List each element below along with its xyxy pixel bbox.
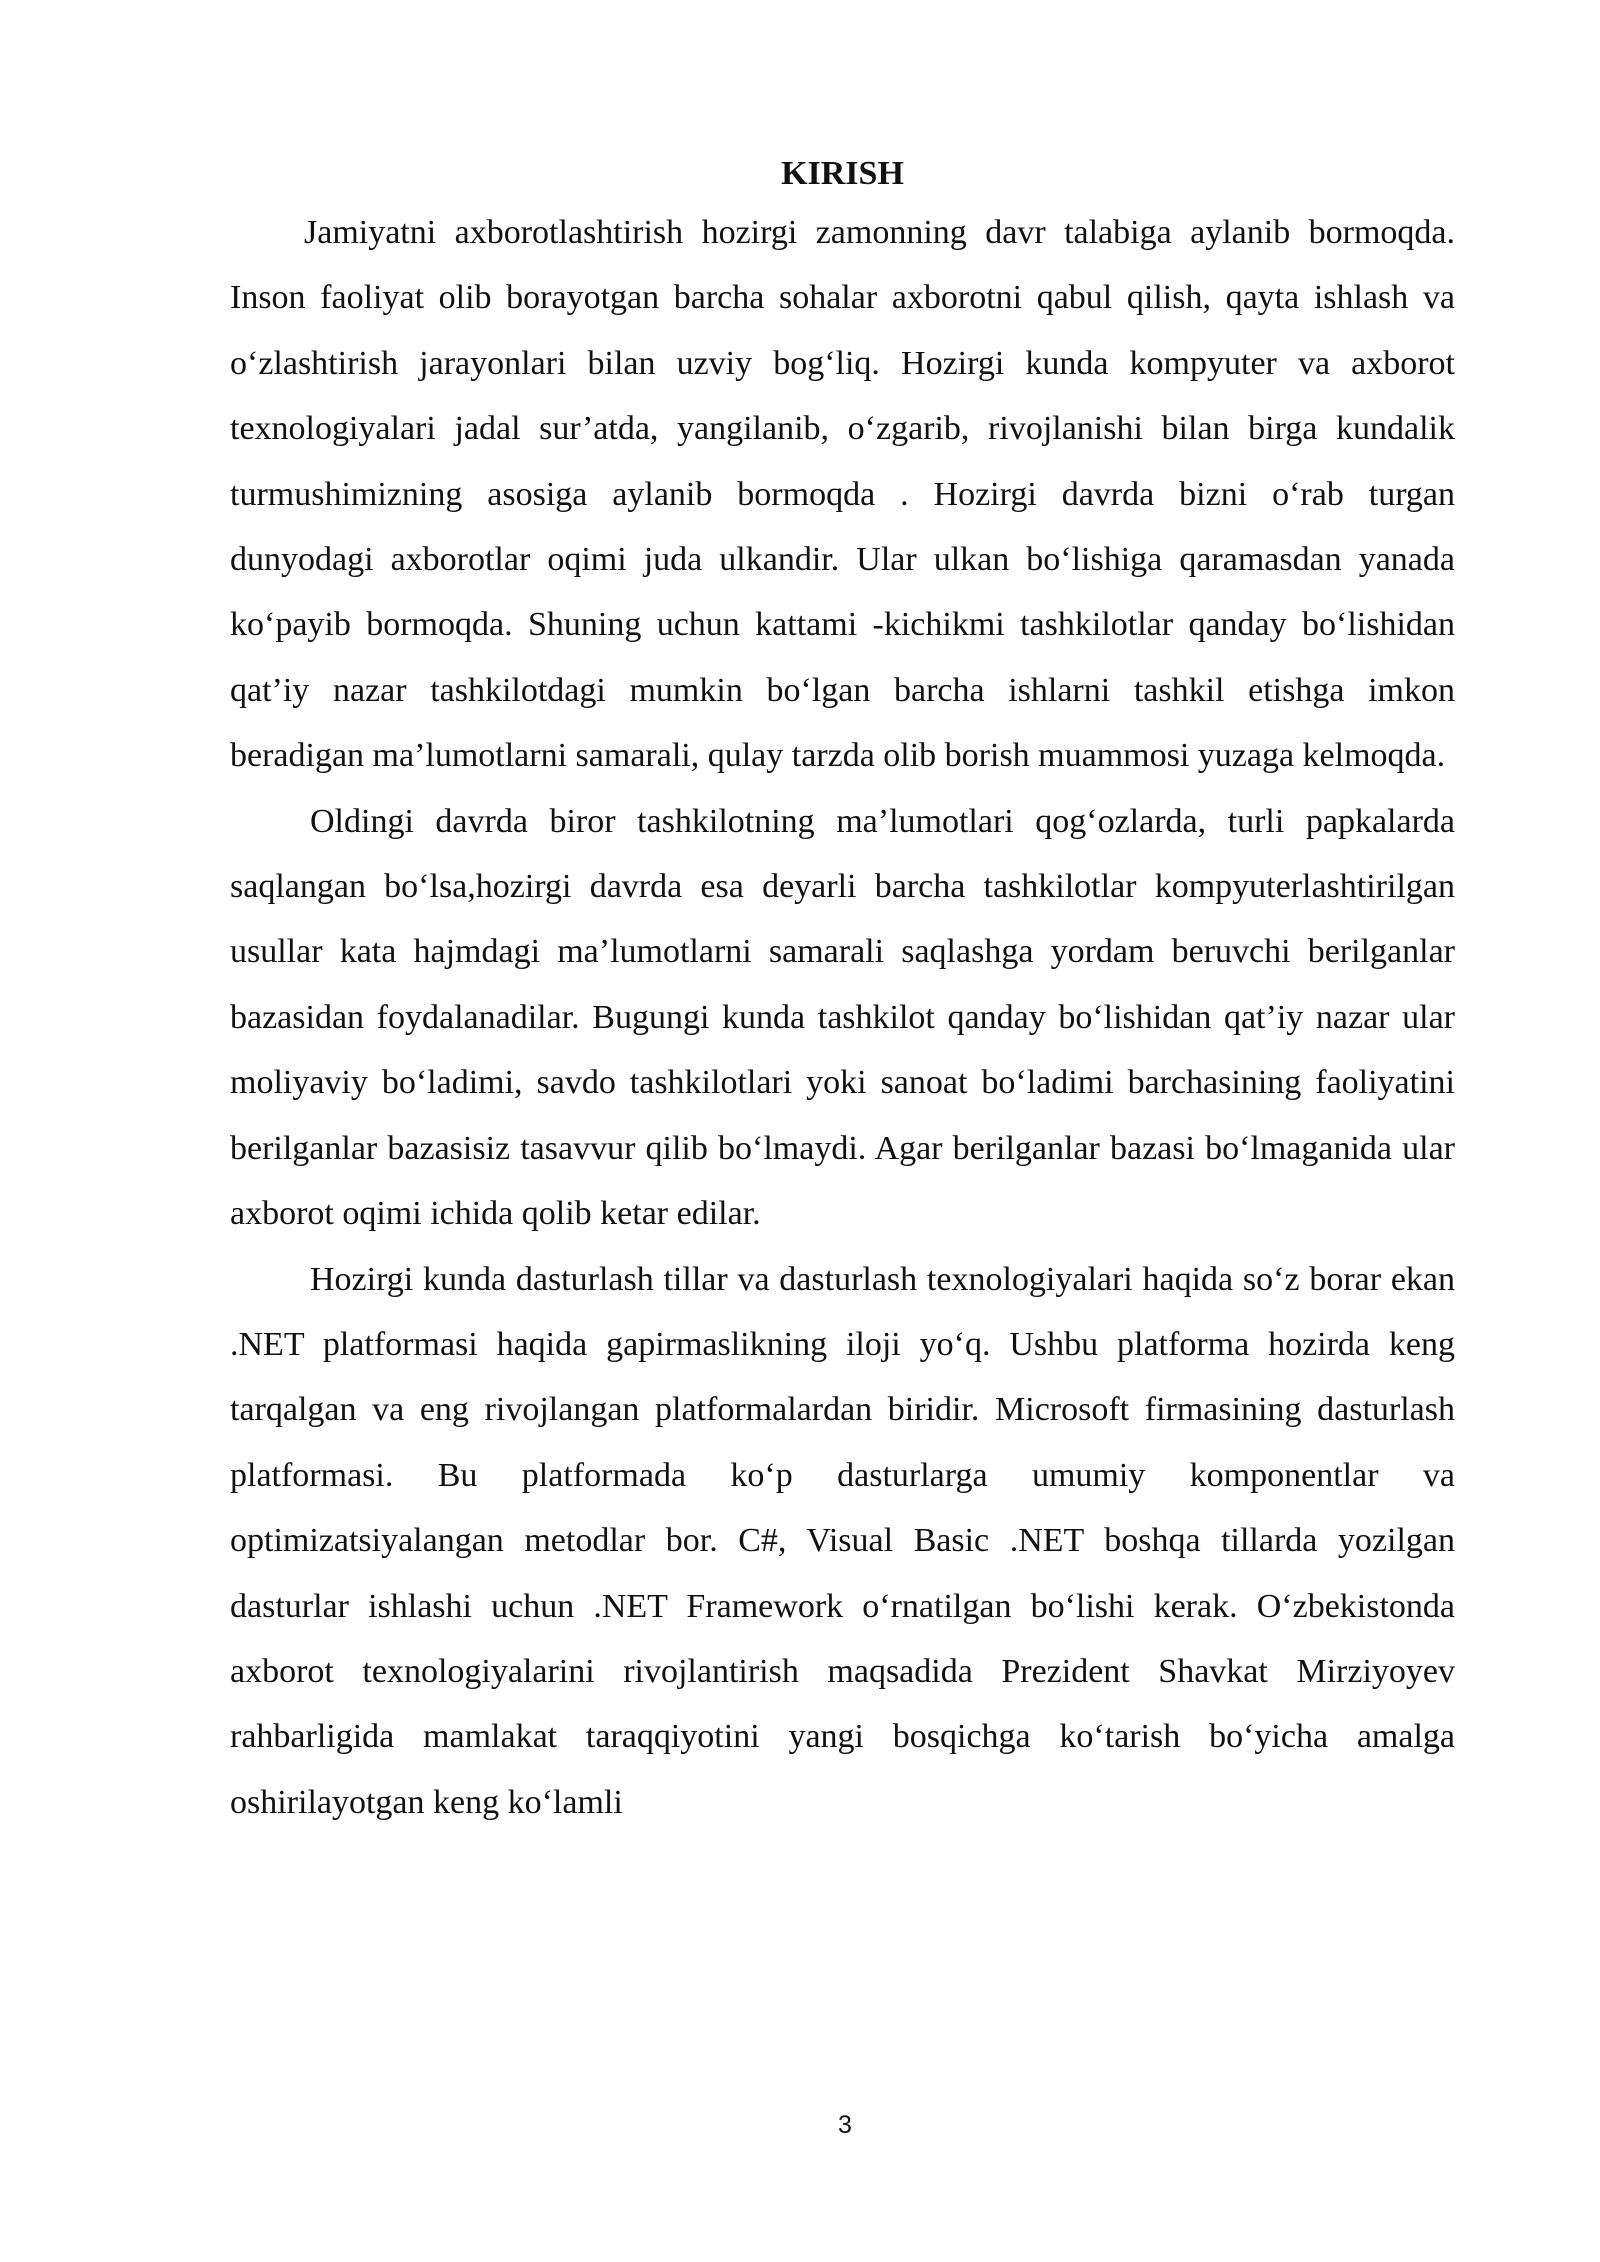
paragraph-3: Hozirgi kunda dasturlash tillar va dasturlash texnologiyalari haqida so‘z borar ekan .NET platformasi haqida gapirmaslikning iloji yo‘q. Ushbu platforma hozirda keng tarqalgan va eng rivojlangan platformalardan biridir. Microsoft firmasining dasturlash platformasi. Bu platformada ko‘p dasturlarga umumiy komponentlar va optimizatsiyalangan metodlar bor. C#, Visual Basic .NET boshqa tillarda yozilgan dasturlar ishlashi uchun .NET Framework o‘rnatilgan bo‘lishi kerak. O‘zbekistonda axborot texnologiyalarini rivojlantirish maqsadida Prezident Shavkat Mirziyoyev rahbarligida mamlakat taraqqiyotini yangi bosqichga ko‘tarish bo‘yicha amalga oshirilayotgan keng ko‘lamli <box>230 1260 1455 1821</box>
page-number: 3 <box>838 2111 852 2139</box>
paragraph-1: Jamiyatni axborotlashtirish hozirgi zamonning davr talabiga aylanib bormoqda. Inson faoliyat olib borayotgan barcha sohalar axborotni qabul qilish, qayta ishlash va o‘zlashtirish jarayonlari bilan uzviy bog‘liq. Hozirgi kunda kompyuter va axborot texnologiyalari jadal sur’atda, yangilanib, o‘zgarib, rivojlanishi bilan birga kundalik turmushimizning asosiga aylanib bormoqda . Hozirgi davrda bizni o‘rab turgan dunyodagi axborotlar oqimi juda ulkandir. Ular ulkan bo‘lishiga qaramasdan yanada ko‘payib bormoqda. Shuning uchun kattami -kichikmi tashkilotlar qanday bo‘lishidan qat’iy nazar tashkilotdagi mumkin bo‘lgan barcha ishlarni tashkil etishga imkon beradigan ma’lumotlarni samarali, qulay tarzda olib borish muammosi yuzaga kelmoqda. <box>230 214 1455 775</box>
section-title: KIRISH <box>781 155 904 192</box>
page-content <box>230 148 1455 1835</box>
paragraph-2: Oldingi davrda biror tashkilotning ma’lumotlari qog‘ozlarda, turli papkalarda saqlangan bo‘lsa,hozirgi davrda esa deyarli barcha tashkilotlar kompyuterlashtirilgan usullar kata hajmdagi ma’lumotlarni samarali saqlashga yordam beruvchi berilganlar bazasidan foydalanadilar. Bugungi kunda tashkilot qanday bo‘lishidan qat’iy nazar ular moliyaviy bo‘ladimi, savdo tashkilotlari yoki sanoat bo‘ladimi barchasining faoliyatini berilganlar bazasisiz tasavvur qilib bo‘lmaydi. Agar berilganlar bazasi bo‘lmaganida ular axborot oqimi ichida qolib ketar edilar. <box>230 802 1455 1233</box>
